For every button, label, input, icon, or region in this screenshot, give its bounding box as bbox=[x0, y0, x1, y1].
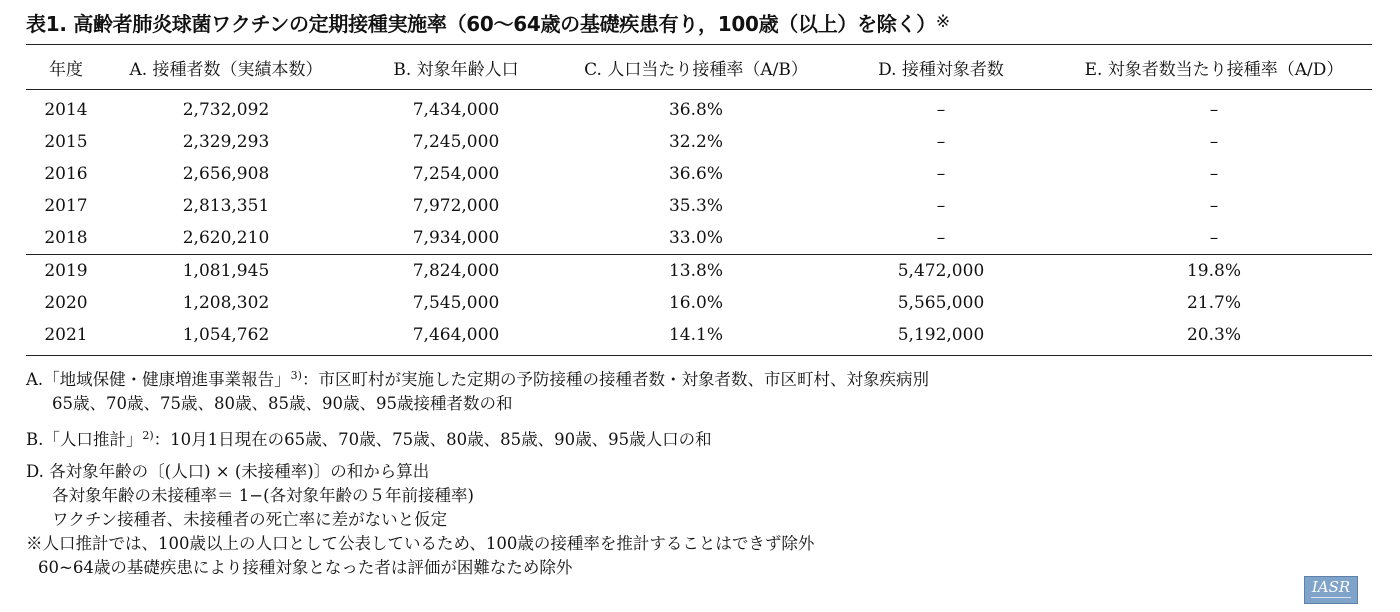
cell-vaccinated: 2,732,092 bbox=[182, 100, 270, 120]
cell-eligible: – bbox=[936, 164, 946, 184]
iasr-logo-subline bbox=[1311, 597, 1351, 602]
cell-population: 7,254,000 bbox=[412, 164, 500, 184]
footnote-a-ref: 3) bbox=[290, 369, 302, 382]
footnote-asterisk bbox=[26, 532, 929, 580]
footnote-b-text: ：10月1日現在の65歳、70歳、75歳、80歳、85歳、90歳、95歳人口の和 bbox=[153, 430, 712, 449]
cell-eligible: – bbox=[936, 228, 946, 248]
cell-vaccinated: 2,813,351 bbox=[182, 196, 270, 216]
cell-rate-e: – bbox=[1209, 196, 1219, 216]
table-row bbox=[26, 255, 1372, 288]
cell-year: 2021 bbox=[26, 319, 106, 356]
footnote-a-prefix: A.「地域保健・健康増進事業報告」 bbox=[26, 370, 291, 389]
cell-eligible: – bbox=[936, 132, 946, 152]
cell-population: 7,545,000 bbox=[412, 293, 500, 313]
header-fiscal-year: 年度 bbox=[26, 45, 106, 90]
cell-rate-e: – bbox=[1209, 228, 1219, 248]
cell-year: 2016 bbox=[44, 164, 88, 184]
footnote-asterisk-line1: ※人口推計では、100歳以上の人口として公表しているため、100歳の接種率を推計することはできず除外 bbox=[26, 534, 815, 553]
cell-rate-c: 35.3% bbox=[668, 196, 723, 216]
table-row bbox=[26, 319, 1372, 356]
cell-year: 2019 bbox=[26, 255, 106, 288]
cell-rate-c: 32.2% bbox=[668, 132, 723, 152]
cell-rate-c: 13.8% bbox=[566, 255, 826, 288]
cell-population: 7,245,000 bbox=[412, 132, 500, 152]
cell-vaccinated: 1,208,302 bbox=[182, 293, 270, 313]
cell-rate-e: – bbox=[1209, 100, 1219, 120]
vaccination-rate-table bbox=[26, 44, 1372, 356]
cell-vaccinated: 2,656,908 bbox=[182, 164, 270, 184]
footnote-a-line2: 65歳、70歳、75歳、80歳、85歳、90歳、95歳接種者数の和 bbox=[52, 394, 513, 413]
header-target-population: B. 対象年齢人口 bbox=[346, 45, 566, 90]
cell-year: 2017 bbox=[44, 196, 88, 216]
cell-eligible: 5,192,000 bbox=[826, 319, 1056, 356]
header-rate-per-population: C. 人口当たり接種率（A/B） bbox=[566, 45, 826, 90]
table-row bbox=[26, 190, 1372, 222]
table-row bbox=[26, 158, 1372, 190]
table-header-row bbox=[26, 45, 1372, 90]
cell-year: 2015 bbox=[44, 132, 88, 152]
cell-rate-e: – bbox=[1209, 164, 1219, 184]
cell-rate-c: 36.8% bbox=[668, 100, 723, 120]
table-row bbox=[26, 222, 1372, 255]
header-rate-per-eligible: E. 対象者数当たり接種率（A/D） bbox=[1056, 45, 1372, 90]
footnote-b-ref: 2) bbox=[142, 429, 154, 442]
iasr-logo-text: IASR bbox=[1311, 578, 1351, 596]
cell-vaccinated: 2,620,210 bbox=[182, 228, 270, 248]
cell-rate-e: 21.7% bbox=[1186, 293, 1241, 313]
cell-population: 7,934,000 bbox=[412, 228, 500, 248]
cell-eligible: 5,472,000 bbox=[826, 255, 1056, 288]
footnote-d-line2: 各対象年齢の未接種率＝ 1−(各対象年齢の５年前接種率) bbox=[52, 486, 474, 505]
footnote-asterisk-line2: 60~64歳の基礎疾患により接種対象となった者は評価が困難なため除外 bbox=[38, 558, 573, 577]
cell-eligible: 5,565,000 bbox=[897, 293, 985, 313]
cell-rate-c: 36.6% bbox=[668, 164, 723, 184]
cell-year: 2014 bbox=[44, 100, 88, 120]
footnote-a-text: ：市区町村が実施した定期の予防接種の接種者数・対象者数、市区町村、対象疾病別 bbox=[301, 370, 929, 389]
cell-rate-e: – bbox=[1209, 132, 1219, 152]
cell-eligible: – bbox=[936, 100, 946, 120]
footnotes bbox=[26, 364, 929, 580]
footnote-b-prefix: B.「人口推計」 bbox=[26, 430, 143, 449]
cell-vaccinated: 1,081,945 bbox=[106, 255, 346, 288]
title-asterisk-mark: ※ bbox=[935, 12, 950, 32]
cell-population: 7,434,000 bbox=[412, 100, 500, 120]
footnote-b bbox=[26, 424, 929, 452]
table-title bbox=[26, 8, 950, 37]
cell-eligible: – bbox=[936, 196, 946, 216]
iasr-logo bbox=[1304, 576, 1358, 604]
cell-rate-e: 19.8% bbox=[1056, 255, 1372, 288]
table-row bbox=[26, 126, 1372, 158]
footnote-d-line3: ワクチン接種者、未接種者の死亡率に差がないと仮定 bbox=[52, 510, 448, 529]
header-eligible-count: D. 接種対象者数 bbox=[826, 45, 1056, 90]
cell-vaccinated: 2,329,293 bbox=[182, 132, 270, 152]
table-row bbox=[26, 90, 1372, 127]
cell-vaccinated: 1,054,762 bbox=[106, 319, 346, 356]
cell-year: 2020 bbox=[44, 293, 88, 313]
table-title-text: 表1. 高齢者肺炎球菌ワクチンの定期接種実施率（60〜64歳の基礎疾患有り，100歳（以上）を除く） bbox=[26, 12, 936, 36]
footnote-a bbox=[26, 364, 929, 416]
cell-population: 7,824,000 bbox=[346, 255, 566, 288]
cell-population: 7,464,000 bbox=[346, 319, 566, 356]
header-vaccinated-count: A. 接種者数（実績本数） bbox=[106, 45, 346, 90]
cell-rate-c: 33.0% bbox=[668, 228, 723, 248]
cell-rate-c: 16.0% bbox=[668, 293, 723, 313]
cell-rate-c: 14.1% bbox=[566, 319, 826, 356]
table-row bbox=[26, 287, 1372, 319]
footnote-d bbox=[26, 460, 929, 532]
cell-population: 7,972,000 bbox=[412, 196, 500, 216]
cell-rate-e: 20.3% bbox=[1056, 319, 1372, 356]
cell-year: 2018 bbox=[44, 228, 88, 248]
footnote-d-line1: D. 各対象年齢の〔(人口) × (未接種率)〕の和から算出 bbox=[26, 462, 430, 481]
